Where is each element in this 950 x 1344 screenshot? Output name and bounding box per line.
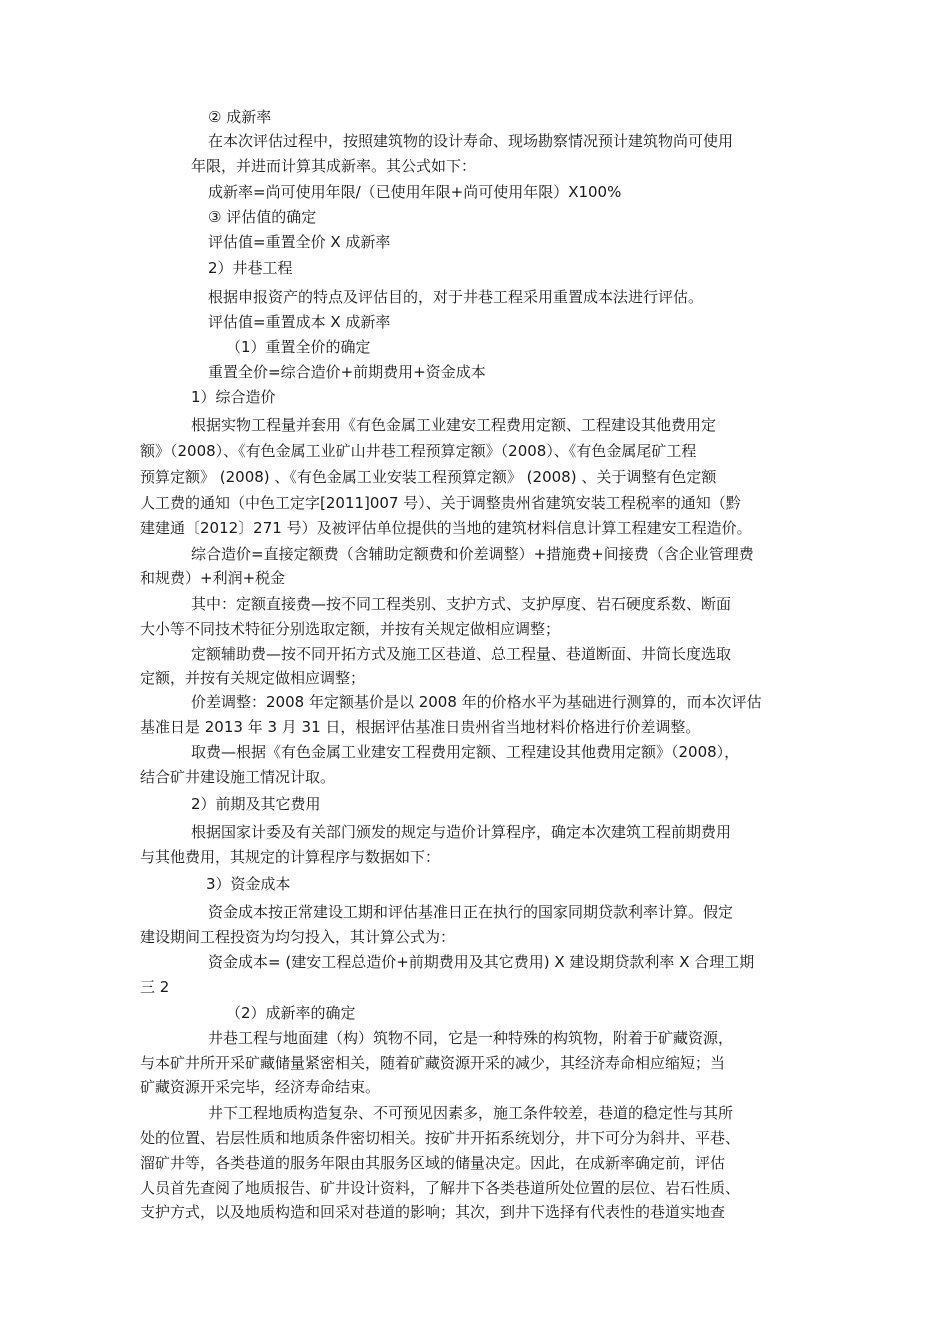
heading-valuation: ③ 评估值的确定 <box>208 208 317 226</box>
paragraph-line: 基准日是 2013 年 3 月 31 日，根据评估基准日贵州省当地材料价格进行价差调整。 <box>140 718 701 736</box>
paragraph-line: 根据国家计委及有关部门颁发的规定与造价计算程序，确定本次建筑工程前期费用 <box>191 823 732 841</box>
paragraph-line: 取费—根据《有色金属工业建安工程费用定额、工程建设其他费用定额》（2008）， <box>191 743 740 761</box>
heading-replacement-price: （1）重置全价的确定 <box>226 338 371 356</box>
paragraph-line: 支护方式，以及地质构造和回采对巷道的影响；其次，到井下选择有代表性的巷道实地查 <box>140 1203 726 1221</box>
paragraph-line: 根据申报资产的特点及评估目的，对于井巷工程采用重置成本法进行评估。 <box>208 288 704 306</box>
paragraph-line: 定额辅助费—按不同开拓方式及施工区巷道、总工程量、巷道断面、井筒长度选取 <box>191 645 732 663</box>
paragraph-line: 在本次评估过程中，按照建筑物的设计寿命、现场勘察情况预计建筑物尚可使用 <box>208 132 734 150</box>
paragraph-line: 大小等不同技术特征分别选取定额，并按有关规定做相应调整； <box>140 620 561 638</box>
heading-shaft-works: 2）井巷工程 <box>208 259 293 277</box>
paragraph-line: 与其他费用，其规定的计算程序与数据如下： <box>140 848 441 866</box>
paragraph-line: 人工费的通知（中色工定字[2011]007 号）、关于调整贵州省建筑安装工程税率的通知（黔 <box>140 494 741 512</box>
paragraph-line: 根据实物工程量并套用《有色金属工业建安工程费用定额、工程建设其他费用定 <box>191 416 717 434</box>
paragraph-line: 处的位置、岩层性质和地质条件密切相关。按矿井开拓系统划分，井下可分为斜井、平巷、 <box>140 1129 741 1147</box>
paragraph-line: 和规费）+利润+税金 <box>140 569 286 587</box>
paragraph-line: 矿藏资源开采完毕，经济寿命结束。 <box>140 1078 381 1096</box>
heading-capital-cost: 3）资金成本 <box>206 875 291 893</box>
heading-renewal-rate-shaft: （2）成新率的确定 <box>226 1004 356 1022</box>
paragraph-line: 资金成本按正常建设工期和评估基准日正在执行的国家同期贷款利率计算。假定 <box>208 903 734 921</box>
paragraph-line: 人员首先查阅了地质报告、矿井设计资料，了解井下各类巷道所处位置的层位、岩石性质、 <box>140 1179 741 1197</box>
paragraph-line: 建建通〔2012〕271 号）及被评估单位提供的当地的建筑材料信息计算工程建安工程造价。 <box>140 519 752 537</box>
formula-capital-cost: 资金成本= (建安工程总造价+前期费用及其它费用) X 建设期贷款利率 X 合理工期 <box>208 953 755 971</box>
formula-valuation-shaft: 评估值=重置成本 X 成新率 <box>208 313 391 331</box>
heading-preliminary-costs: 2）前期及其它费用 <box>191 795 321 813</box>
paragraph-line: 结合矿井建设施工情况计取。 <box>140 768 336 786</box>
formula-renewal-rate: 成新率=尚可使用年限/（已使用年限+尚可使用年限）X100% <box>208 183 622 201</box>
paragraph-line: 预算定额》 (2008) 、《有色金属工业安装工程预算定额》 (2008) 、关于调整有色定额 <box>140 468 717 486</box>
formula-composite-cost: 综合造价=直接定额费（含辅助定额费和价差调整）+措施费+间接费（含企业管理费 <box>191 545 754 563</box>
heading-composite-cost: 1）综合造价 <box>191 388 276 406</box>
paragraph-line: 与本矿井所开采矿藏储量紧密相关，随着矿藏资源开采的减少，其经济寿命相应缩短；当 <box>140 1054 726 1072</box>
paragraph-line: 井巷工程与地面建（构）筑物不同，它是一种特殊的构筑物，附着于矿藏资源， <box>208 1029 734 1047</box>
paragraph-line: 价差调整：2008 年定额基价是以 2008 年的价格水平为基础进行测算的，而本次评估 <box>191 693 762 711</box>
paragraph-line: 定额，并按有关规定做相应调整； <box>140 669 366 687</box>
paragraph-line: 溜矿井等，各类巷道的服务年限由其服务区域的储量决定。因此，在成新率确定前，评估 <box>140 1154 726 1172</box>
paragraph-line: 建设期间工程投资为均匀投入，其计算公式为： <box>140 928 456 946</box>
formula-replacement-price: 重置全价=综合造价+前期费用+资金成本 <box>208 363 486 381</box>
heading-renewal-rate: ② 成新率 <box>208 108 272 126</box>
formula-capital-cost-tail: 三 2 <box>140 978 170 996</box>
paragraph-line: 其中：定额直接费—按不同工程类别、支护方式、支护厚度、岩石硬度系数、断面 <box>191 595 732 613</box>
paragraph-line: 井下工程地质构造复杂、不可预见因素多，施工条件较差，巷道的稳定性与其所 <box>208 1104 734 1122</box>
paragraph-line: 额》（2008）、《有色金属工业矿山井巷工程预算定额》（2008）、《有色金属尾矿工程 <box>140 442 697 460</box>
paragraph-line: 年限，并进而计算其成新率。其公式如下： <box>191 157 477 175</box>
formula-valuation: 评估值=重置全价 X 成新率 <box>208 233 391 251</box>
